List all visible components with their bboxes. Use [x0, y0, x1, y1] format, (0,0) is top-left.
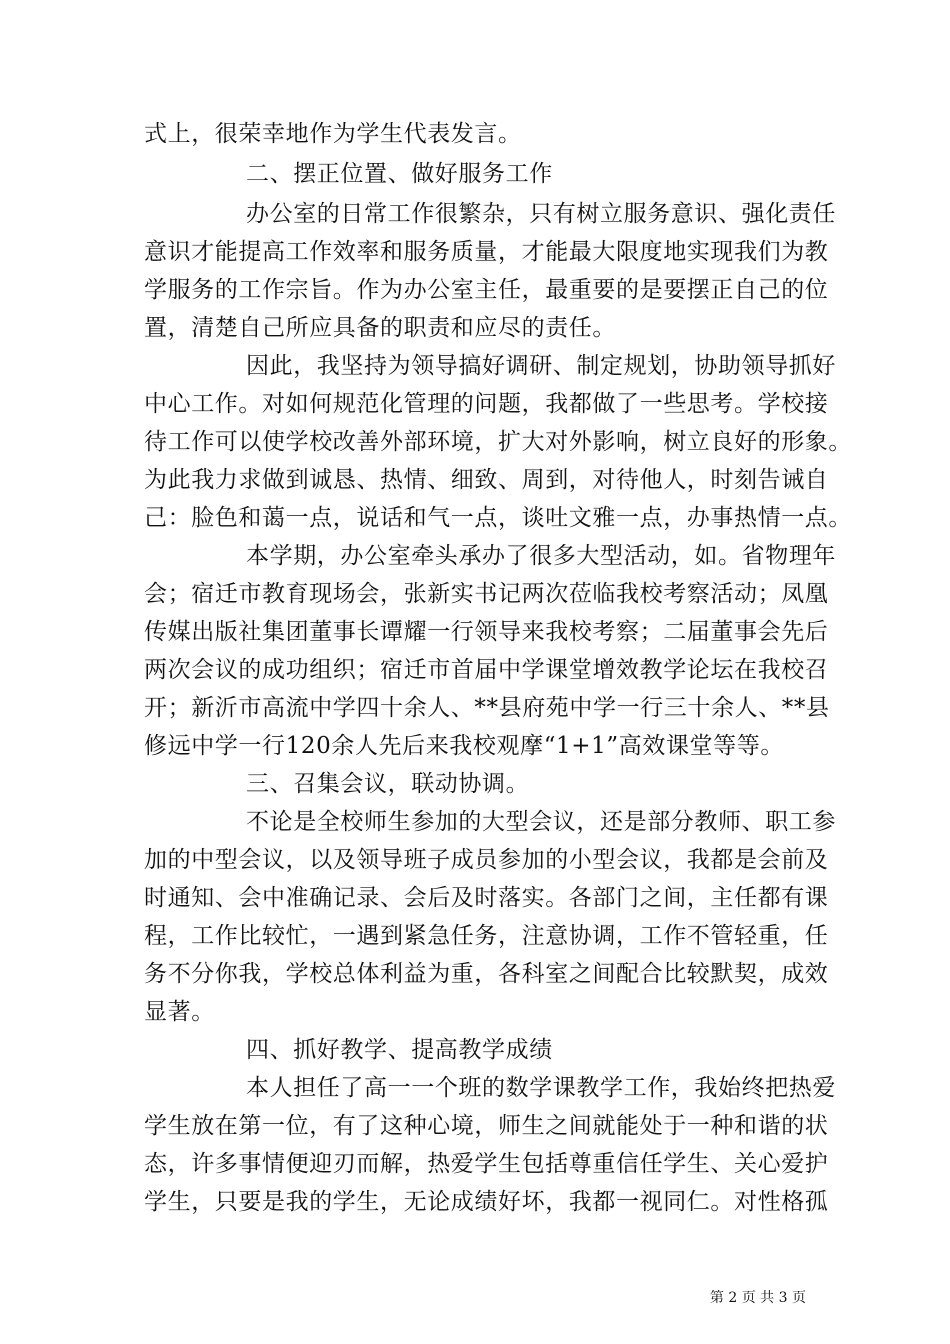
text-line: 意识才能提高工作效率和服务质量，才能最大限度地实现我们为教 [144, 239, 829, 265]
paragraph-start: 因此，我坚持为领导搞好调研、制定规划，协助领导抓好 [246, 353, 836, 379]
text-line: 两次会议的成功组织；宿迁市首届中学课堂增效教学论坛在我校召 [144, 657, 829, 683]
text-line: 程，工作比较忙，一遇到紧急任务，注意协调，工作不管轻重，任 [144, 923, 829, 949]
page-number-footer: 第 2 页 共 3 页 [709, 1290, 806, 1306]
text-line: 态，许多事情便迎刃而解，热爱学生包括尊重信任学生、关心爱护 [144, 1151, 829, 1177]
text-line: 学生，只要是我的学生，无论成绩好坏，我都一视同仁。对性格孤 [144, 1189, 829, 1215]
paragraph-start: 不论是全校师生参加的大型会议，还是部分教师、职工参 [246, 809, 836, 835]
section-heading: 四、抓好教学、提高教学成绩 [246, 1037, 553, 1063]
paragraph-start: 办公室的日常工作很繁杂，只有树立服务意识、强化责任 [246, 201, 836, 227]
text-line: 显著。 [144, 999, 215, 1025]
section-heading: 二、摆正位置、做好服务工作 [246, 161, 553, 187]
text-line: 学服务的工作宗旨。作为办公室主任，最重要的是要摆正自己的位 [144, 277, 829, 303]
text-line: 式上，很荣幸地作为学生代表发言。 [144, 121, 522, 147]
text-line: 务不分你我，学校总体利益为重，各科室之间配合比较默契，成效 [144, 961, 829, 987]
text-line: 修远中学一行120余人先后来我校观摩“1+1”高效课堂等等。 [144, 733, 784, 759]
text-line: 为此我力求做到诚恳、热情、细致、周到，对待他人，时刻告诫自 [144, 467, 829, 493]
paragraph-start: 本人担任了高一一个班的数学课教学工作，我始终把热爱 [246, 1075, 836, 1101]
text-line: 待工作可以使学校改善外部环境，扩大对外影响，树立良好的形象。 [144, 429, 852, 455]
text-line: 传媒出版社集团董事长谭耀一行领导来我校考察；二届董事会先后 [144, 619, 829, 645]
text-line: 己：脸色和蔼一点，说话和气一点，谈吐文雅一点，办事热情一点。 [144, 505, 852, 531]
text-line: 学生放在第一位，有了这种心境，师生之间就能处于一种和谐的状 [144, 1113, 829, 1139]
text-line: 开；新沂市高流中学四十余人、**县府苑中学一行三十余人、**县 [144, 695, 830, 721]
text-line: 中心工作。对如何规范化管理的问题，我都做了一些思考。学校接 [144, 391, 829, 417]
text-line: 会；宿迁市教育现场会，张新实书记两次莅临我校考察活动；凤凰 [144, 581, 829, 607]
text-line: 时通知、会中准确记录、会后及时落实。各部门之间，主任都有课 [144, 885, 829, 911]
paragraph-start: 本学期，办公室牵头承办了很多大型活动，如。省物理年 [246, 543, 836, 569]
section-heading: 三、召集会议，联动协调。 [246, 771, 530, 797]
text-line: 置，清楚自己所应具备的职责和应尽的责任。 [144, 315, 616, 341]
text-line: 加的中型会议，以及领导班子成员参加的小型会议，我都是会前及 [144, 847, 829, 873]
